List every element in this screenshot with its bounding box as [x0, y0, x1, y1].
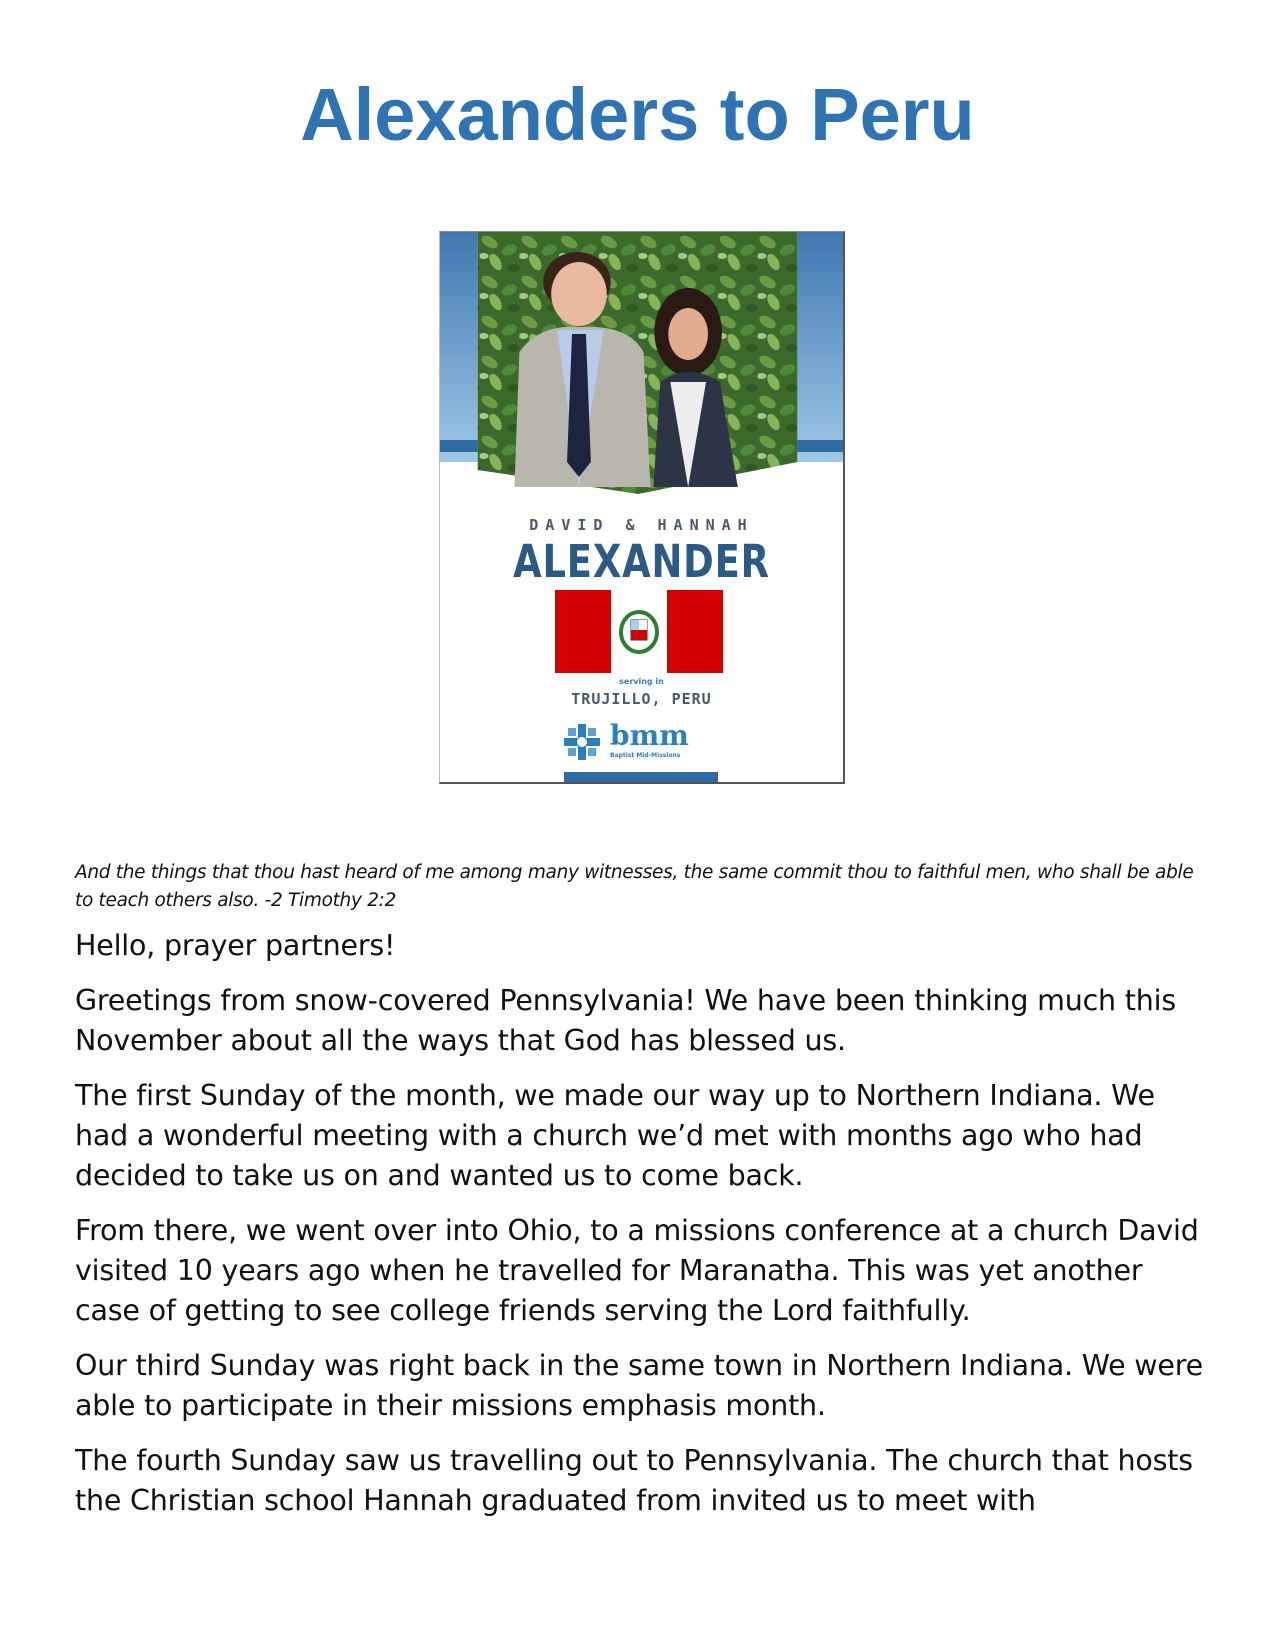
- peru-flag-icon: [555, 590, 723, 673]
- prayer-card: [439, 231, 845, 784]
- letter-body: [75, 926, 1215, 1536]
- bmm-logo: [562, 719, 722, 766]
- card-subtitle: DAVID & HANNAH: [529, 516, 754, 534]
- paragraph: Our third Sunday was right back in the same town in Northern Indiana. We were able to participate in their missions emphasis month.: [75, 1349, 1203, 1422]
- card-name: ALEXANDER: [513, 535, 770, 588]
- card-bottom-bar: [564, 772, 718, 784]
- couple-photo: [440, 232, 843, 502]
- card-serving-label: serving in: [619, 677, 664, 686]
- paragraph: The fourth Sunday saw us travelling out to Pennsylvania. The church that hosts the Christian school Hannah graduated from invited us to meet with: [75, 1444, 1193, 1517]
- page-title: Alexanders to Peru: [300, 73, 975, 156]
- paragraph: Greetings from snow-covered Pennsylvania! We have been thinking much this November about all the ways that God has blessed us.: [75, 984, 1176, 1057]
- paragraph-greeting: Hello, prayer partners!: [75, 929, 396, 962]
- paragraph: The first Sunday of the month, we made our way up to Northern Indiana. We had a wonderful meeting with a church we’d met with months ago who had decided to take us on and wanted us to come back.: [75, 1079, 1155, 1192]
- scripture-verse: And the things that thou hast heard of me among many witnesses, the same commit thou to faithful men, who shall be able to teach others also. -2 Timothy 2:2: [75, 862, 1194, 911]
- card-location: TRUJILLO, PERU: [571, 690, 712, 708]
- bmm-logo-subtext: Baptist Mid-Missions: [610, 752, 681, 759]
- paragraph: From there, we went over into Ohio, to a missions conference at a church David visited 10 years ago when he travelled for Maranatha. This was yet another case of getting to see college friends serving the Lord faithfully.: [75, 1214, 1199, 1327]
- bmm-logo-text: bmm: [610, 719, 689, 752]
- bmm-cross-icon: [562, 722, 602, 762]
